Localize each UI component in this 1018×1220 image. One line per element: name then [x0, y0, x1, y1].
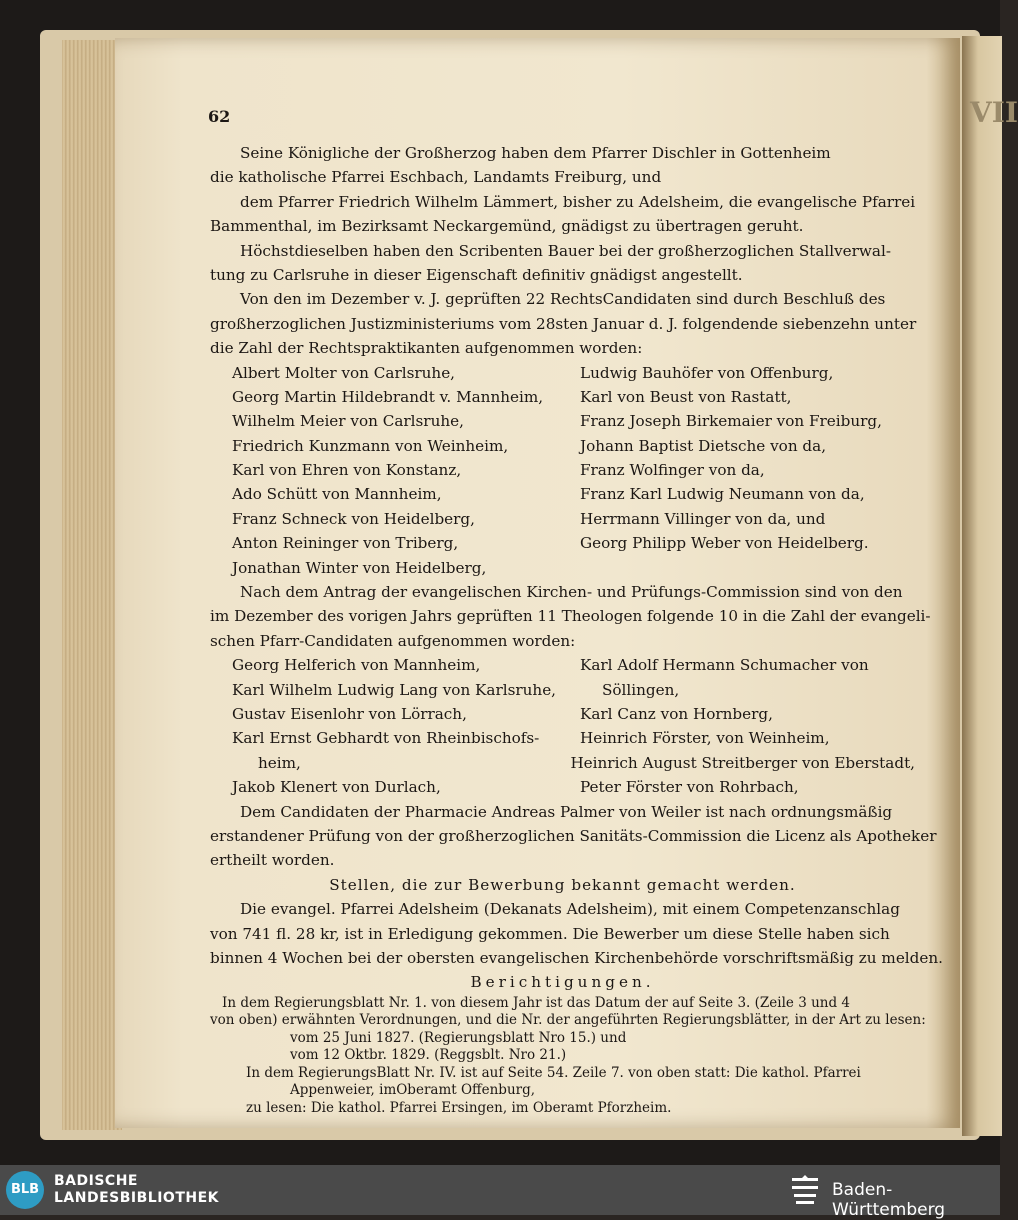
- text-line: ertheilt worden.: [210, 851, 335, 870]
- library-name-line1: BADISCHE: [54, 1173, 138, 1189]
- candidate-left: Franz Schneck von Heidelberg,: [232, 509, 475, 528]
- candidate-left: Albert Molter von Carlsruhe,: [232, 363, 456, 382]
- facing-page-mark: VII: [970, 96, 1018, 129]
- text-line: die katholische Pfarrei Eschbach, Landamts Freiburg, und: [210, 168, 662, 187]
- text-line: Von den im Dezember v. J. geprüften 22 RechtsCandidaten sind durch Beschluß des: [240, 290, 886, 309]
- list-item: [210, 361, 915, 385]
- correction-line: Appenweier, imOberamt Offenburg,: [290, 1082, 536, 1099]
- baden-wuerttemberg-lions-icon: [790, 1174, 820, 1206]
- candidate-right: Karl Canz von Hornberg,: [580, 704, 773, 723]
- candidate-left: Jakob Klenert von Durlach,: [232, 778, 441, 797]
- text-line: schen Pfarr-Candidaten aufgenommen worden:: [210, 631, 576, 650]
- candidate-left: Anton Reininger von Triberg,: [232, 534, 459, 553]
- correction-line: von oben) erwähnten Verordnungen, und die Nr. der angeführten Regierungsblätter, in der Art zu lesen:: [210, 1012, 926, 1029]
- candidate-left: Friedrich Kunzmann von Weinheim,: [232, 436, 509, 455]
- correction-line: vom 12 Oktbr. 1829. (Reggsblt. Nro 21.): [290, 1047, 567, 1064]
- text-line: binnen 4 Wochen bei der obersten evangelischen Kirchenbehörde vorschriftsmäßig zu melden.: [210, 948, 943, 967]
- candidate-right: Franz Joseph Birkemaier von Freiburg,: [580, 412, 882, 431]
- viewer-footer: [0, 1165, 1000, 1220]
- candidate-right: Ludwig Bauhöfer von Offenburg,: [580, 363, 834, 382]
- candidate-right: Karl Adolf Hermann Schumacher von: [580, 656, 869, 675]
- text-line: die Zahl der Rechtspraktikanten aufgenommen worden:: [210, 339, 643, 358]
- list-item: [210, 726, 915, 750]
- candidate-left: Karl Wilhelm Ludwig Lang von Karlsruhe,: [232, 680, 557, 699]
- correction-line: In dem RegierungsBlatt Nr. IV. ist auf Seite 54. Zeile 7. von oben statt: Die kathol. Pfarrei: [246, 1064, 861, 1081]
- candidate-left: Gustav Eisenlohr von Lörrach,: [232, 704, 467, 723]
- list-item: [210, 482, 915, 506]
- list-item: [210, 775, 915, 799]
- law-candidates-list: [210, 361, 915, 581]
- list-item: [210, 702, 915, 726]
- section-heading-stellen: Stellen, die zur Bewerbung bekannt gemacht werden.: [329, 875, 796, 894]
- theology-candidates-list: [210, 653, 915, 799]
- correction-line: zu lesen: Die kathol. Pfarrei Ersingen, im Oberamt Pforzheim.: [246, 1099, 672, 1116]
- list-item: [210, 653, 915, 677]
- text-line: im Dezember des vorigen Jahrs geprüften 11 Theologen folgende 10 in die Zahl der evangeli-: [210, 607, 931, 626]
- state-name[interactable]: Baden-Württemberg: [832, 1180, 946, 1220]
- text-line: Dem Candidaten der Pharmacie Andreas Palmer von Weiler ist nach ordnungsmäßig: [240, 802, 893, 821]
- candidate-left: Georg Helferich von Mannheim,: [232, 656, 481, 675]
- text-line: Seine Königliche der Großherzog haben dem Pfarrer Dischler in Gottenheim: [240, 144, 831, 162]
- candidate-right: Söllingen,: [602, 680, 680, 699]
- text-line: Nach dem Antrag der evangelischen Kirchen- und Prüfungs-Commission sind von den: [240, 583, 903, 602]
- candidate-right: Johann Baptist Dietsche von da,: [580, 436, 827, 455]
- candidate-left: Georg Martin Hildebrandt v. Mannheim,: [232, 387, 544, 406]
- list-item: [210, 434, 915, 458]
- list-item: [210, 458, 915, 482]
- candidate-right: Franz Karl Ludwig Neumann von da,: [580, 485, 865, 504]
- candidate-left: Ado Schütt von Mannheim,: [232, 485, 442, 504]
- list-item: [210, 556, 915, 580]
- candidate-left: Karl Ernst Gebhardt von Rheinbischofs-: [232, 729, 540, 748]
- candidate-right: Herrmann Villinger von da, und: [580, 509, 826, 528]
- candidate-right: Heinrich Förster, von Weinheim,: [580, 729, 830, 748]
- correction-line: vom 25 Juni 1827. (Regierungsblatt Nro 15.) und: [290, 1029, 627, 1046]
- candidate-right: Heinrich August Streitberger von Eberstadt,: [570, 753, 915, 772]
- text-line: Die evangel. Pfarrei Adelsheim (Dekanats Adelsheim), mit einem Competenzanschlag: [240, 900, 900, 919]
- candidate-left: heim,: [258, 753, 301, 772]
- candidate-right: Peter Förster von Rohrbach,: [580, 778, 799, 797]
- page-number-line: [210, 105, 915, 141]
- text-line: von 741 fl. 28 kr, ist in Erledigung gekommen. Die Bewerber um diese Stelle haben sich: [210, 924, 890, 943]
- text-line: tung zu Carlsruhe in dieser Eigenschaft definitiv gnädigst angestellt.: [210, 265, 743, 284]
- list-item: [210, 751, 915, 775]
- library-name[interactable]: [54, 1173, 219, 1207]
- list-item: [210, 507, 915, 531]
- text-line: Höchstdieselben haben den Scribenten Bauer bei der großherzoglichen Stallverwal-: [240, 241, 891, 260]
- candidate-right: Karl von Beust von Rastatt,: [580, 387, 792, 406]
- text-line: dem Pfarrer Friedrich Wilhelm Lämmert, bisher zu Adelsheim, die evangelische Pfarrei: [240, 192, 916, 211]
- section-heading-berichtigungen: Berichtigungen.: [470, 973, 655, 992]
- text-line: großherzoglichen Justizministeriums vom 28sten Januar d. J. folgendende siebenzehn unter: [210, 314, 917, 333]
- candidate-right: Franz Wolfinger von da,: [580, 461, 765, 480]
- list-item: [210, 409, 915, 433]
- facing-page-edge: [962, 36, 1018, 1136]
- list-item: [210, 531, 915, 555]
- page-number: 62: [208, 107, 231, 126]
- candidate-right: [580, 556, 915, 580]
- candidate-left: Jonathan Winter von Heidelberg,: [232, 558, 487, 577]
- correction-line: In dem Regierungsblatt Nr. 1. von diesem Jahr ist das Datum der auf Seite 3. (Zeile 3 und 4: [222, 994, 850, 1011]
- candidate-right: Georg Philipp Weber von Heidelberg.: [580, 534, 869, 553]
- text-line: erstandener Prüfung von der großherzoglichen Sanitäts-Commission die Licenz als Apotheker: [210, 826, 937, 845]
- page-stack-edge: [62, 40, 122, 1130]
- list-item: [210, 678, 915, 702]
- list-item: [210, 385, 915, 409]
- candidate-left: Wilhelm Meier von Carlsruhe,: [232, 412, 464, 431]
- candidate-left: Karl von Ehren von Konstanz,: [232, 461, 462, 480]
- page-text: [208, 105, 943, 1117]
- blb-logo-icon[interactable]: BLB: [6, 1171, 44, 1209]
- library-name-line2: LANDESBIBLIOTHEK: [54, 1190, 220, 1206]
- text-line: Bammenthal, im Bezirksamt Neckargemünd, gnädigst zu übertragen geruht.: [210, 217, 804, 236]
